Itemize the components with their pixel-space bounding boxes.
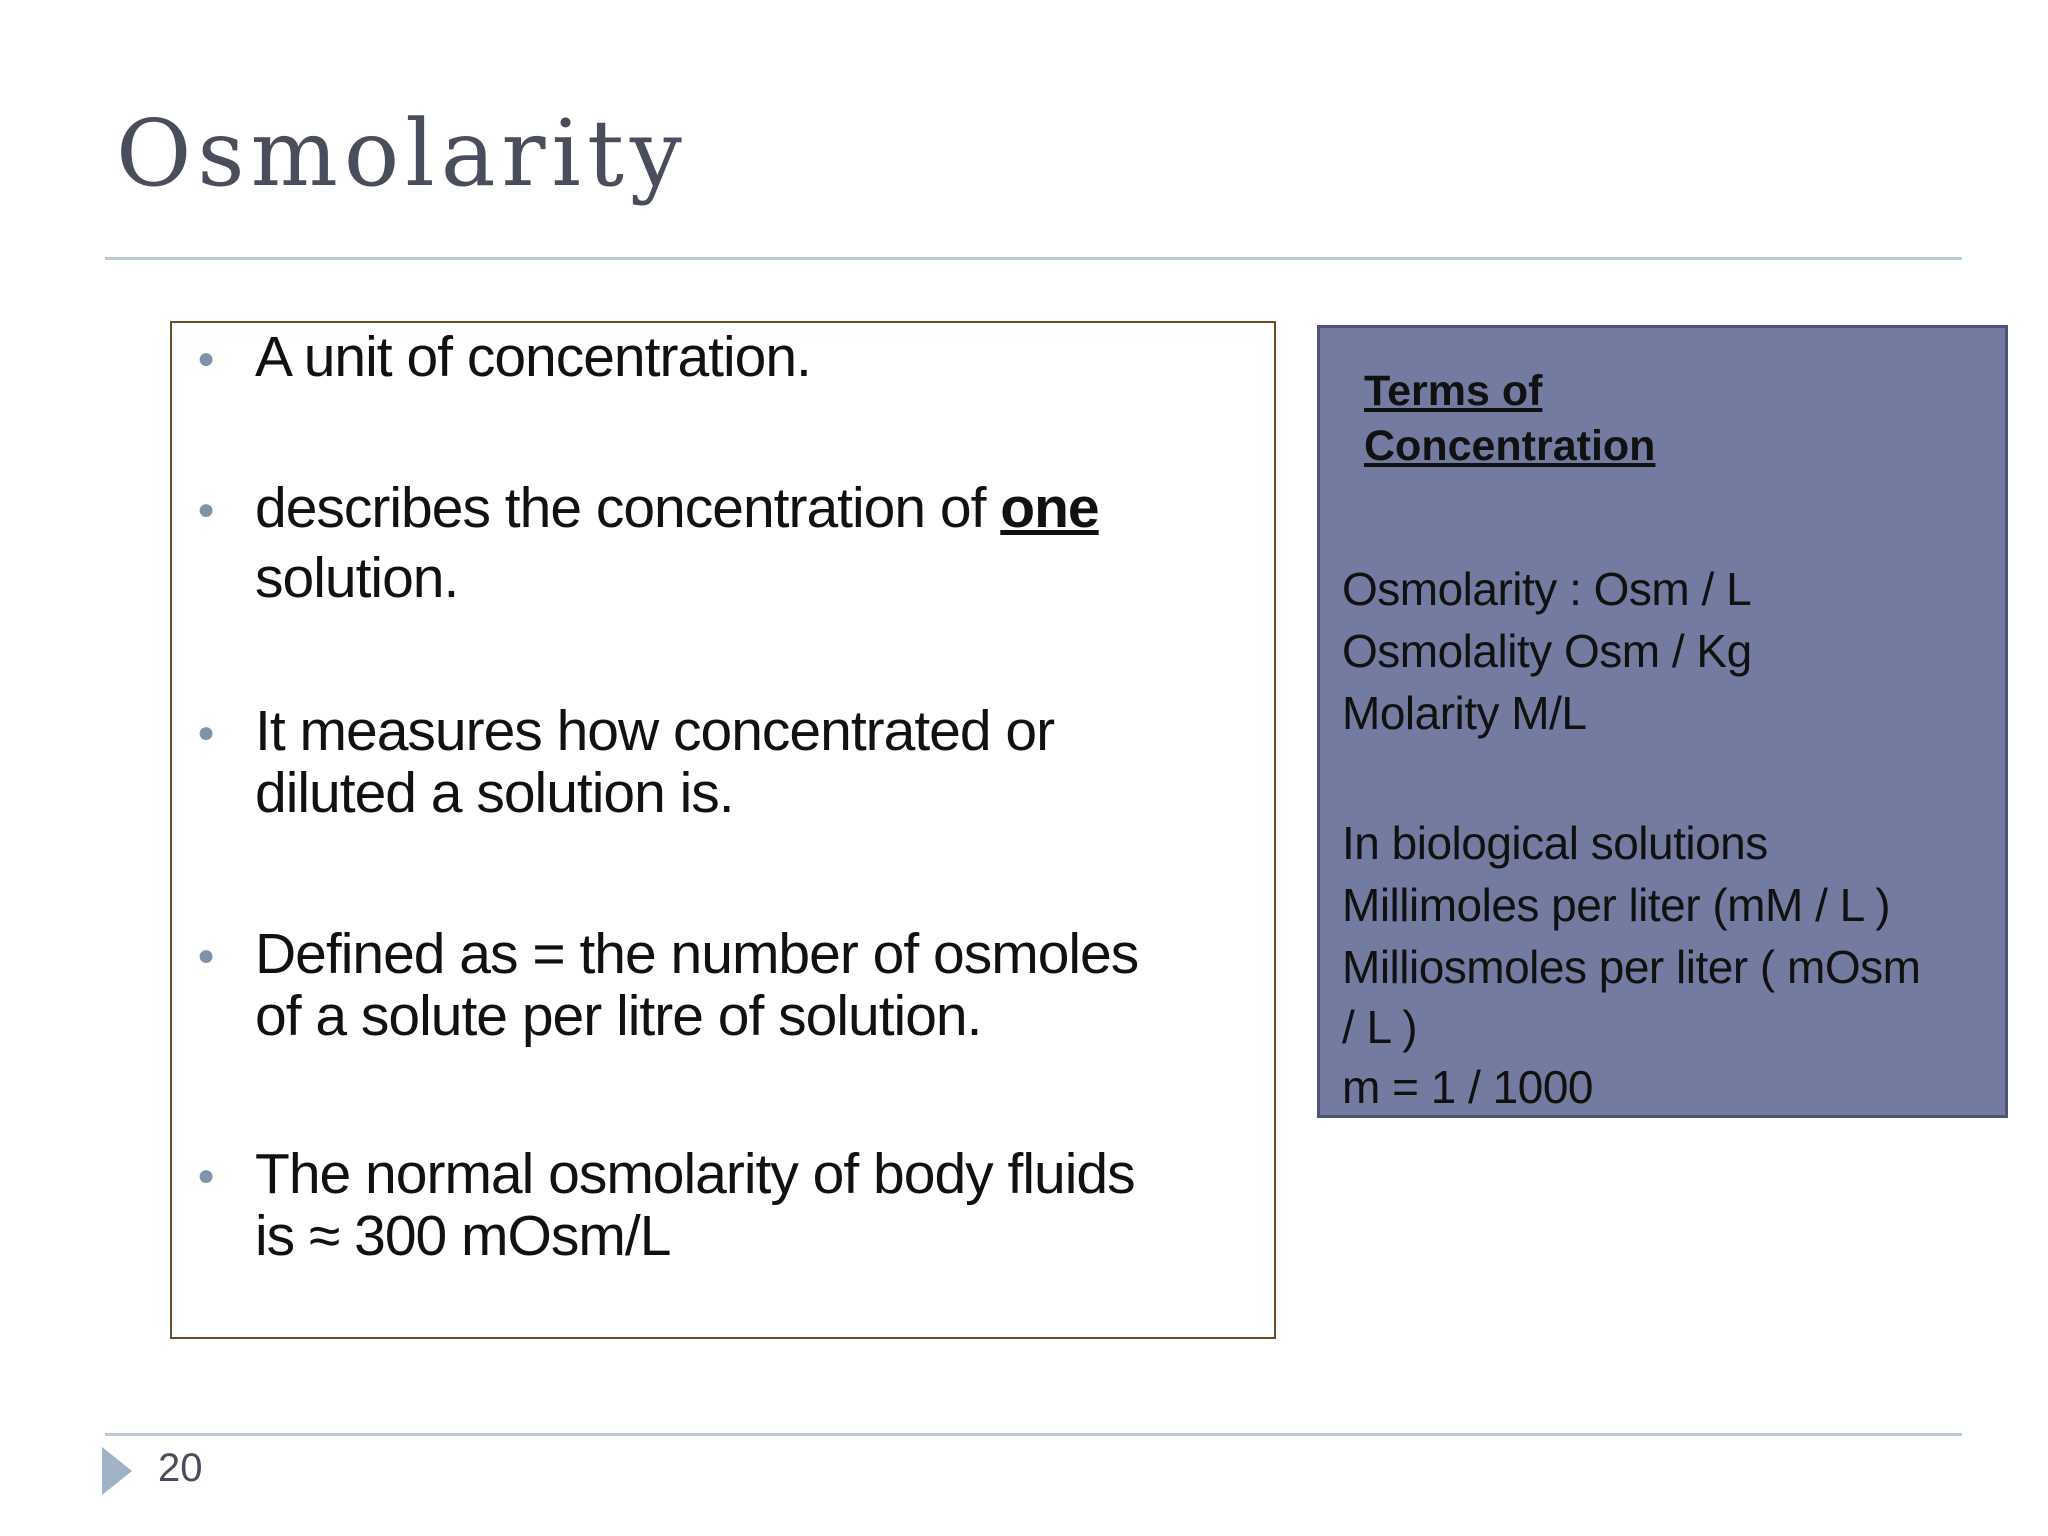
bullet-line-2: of a solute per litre of solution.: [255, 984, 982, 1048]
bullet-item: [197, 473, 1255, 613]
bullet-text: A unit of concentration.: [255, 325, 811, 389]
terms-line: Molarity M/L: [1342, 687, 1587, 739]
bullet-text-end: solution.: [255, 546, 459, 610]
bullet-line-1: Defined as = the number of osmoles: [255, 922, 1139, 986]
bullet-dot-icon: ●: [197, 716, 215, 749]
terms-line: m = 1 / 1000: [1342, 1061, 1593, 1113]
bullet-content-box: [170, 321, 1276, 1339]
bullet-line-2: diluted a solution is.: [255, 761, 734, 825]
bullet-line-1: It measures how concentrated or: [255, 699, 1055, 763]
bullet-dot-icon: ●: [197, 342, 215, 375]
triangle-arrow-icon: [102, 1447, 132, 1495]
bullet-text: describes the concentration of: [255, 476, 1001, 540]
bullet-dot-icon: ●: [197, 493, 215, 526]
bullet-line-1: The normal osmolarity of body fluids: [255, 1142, 1135, 1206]
bullet-item: [197, 1142, 1255, 1268]
bullet-line-2: is ≈ 300 mOsm/L: [255, 1204, 671, 1268]
bullet-dot-icon: ●: [197, 939, 215, 972]
terms-line: / L ): [1342, 1001, 1418, 1053]
title-divider: [105, 257, 1962, 260]
terms-line: Millimoles per liter (mM / L ): [1342, 879, 1891, 931]
bullet-item: [197, 922, 1255, 1048]
bullet-emphasis: one: [1000, 476, 1099, 540]
terms-heading-line-2: Concentration: [1364, 422, 1656, 470]
slide-number: 20: [158, 1446, 203, 1490]
terms-panel: [1317, 325, 2008, 1118]
terms-line: Milliosmoles per liter ( mOsm: [1342, 941, 1921, 993]
bullet-item: [197, 325, 1255, 389]
terms-line: Osmolarity : Osm / L: [1342, 563, 1752, 615]
bullet-item: [197, 699, 1255, 825]
terms-heading: [1364, 364, 1864, 474]
slide-title: Osmolarity: [116, 100, 688, 207]
footer-divider: [105, 1433, 1962, 1436]
bullet-dot-icon: ●: [197, 1159, 215, 1192]
terms-line: In biological solutions: [1342, 817, 1768, 869]
terms-heading-line-1: Terms of: [1364, 367, 1543, 415]
terms-line: Osmolality Osm / Kg: [1342, 625, 1752, 677]
